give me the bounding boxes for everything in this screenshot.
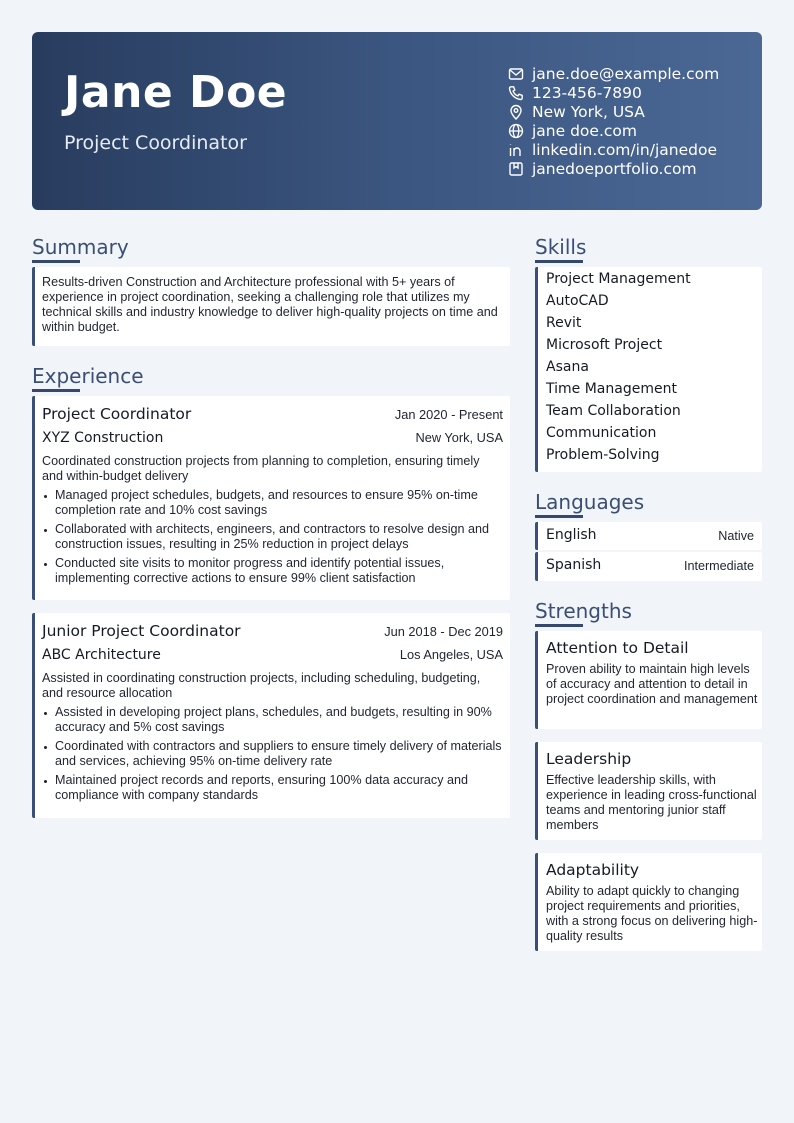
portfolio-icon [508,161,524,177]
strength-card [535,631,762,729]
contact-portfolio[interactable] [508,159,719,178]
language-level: Intermediate [683,559,754,573]
contact-linkedin-text: linkedin.com/in/janedoe [532,140,717,159]
job-bullet: Managed project schedules, budgets, and resources to ensure 95% on-time completion rate and 10% cost savings [42,488,503,518]
job-bullets [42,488,503,586]
phone-icon [508,85,524,101]
language-level: Native [718,529,754,543]
skills-heading-rule [535,260,583,263]
experience-heading: Experience [32,364,144,388]
skill-item: Revit [546,315,582,331]
summary-heading: Summary [32,235,129,259]
summary-text: Results-driven Construction and Architecture professional with 5+ years of experience in project coordination, seeking a challenging role that utilizes my technical skills and industry knowledge to deliver high-quality projects on time and within budget. [42,275,498,334]
strength-title: Adaptability [546,861,640,879]
language-name: Spanish [546,557,602,573]
mail-icon [508,66,524,82]
contact-location [508,102,719,121]
skill-item: AutoCAD [546,293,609,309]
contact-website[interactable] [508,121,719,140]
job-bullets [42,705,503,803]
contact-list [508,64,719,178]
contact-email[interactable] [508,64,719,83]
skill-item: Asana [546,359,589,375]
experience-heading-rule [32,389,80,392]
language-row [535,522,762,550]
job-location: Los Angeles, USA [399,647,503,662]
languages-heading-rule [535,515,583,518]
job-bullet: Coordinated with contractors and suppliers to ensure timely delivery of materials and services, achieving 95% on-time delivery rate [42,739,503,769]
skill-item: Problem-Solving [546,447,660,463]
job-bullet: Assisted in developing project plans, schedules, and budgets, resulting in 90% accuracy and 5% cost savings [42,705,503,735]
job-dates: Jun 2018 - Dec 2019 [384,624,503,639]
contact-website-text: jane doe.com [532,121,637,140]
contact-portfolio-text: janedoeportfolio.com [532,159,697,178]
summary-heading-rule [32,260,80,263]
strengths-heading-rule [535,624,583,627]
job-subheader [42,430,503,446]
job-card [32,396,510,600]
strength-text: Proven ability to maintain high levels of accuracy and attention to detail in project coordination and management [546,662,758,706]
strength-title: Attention to Detail [546,639,689,657]
skill-item: Project Management [546,271,691,287]
candidate-name: Jane Doe [64,67,288,118]
strength-text: Ability to adapt quickly to changing project requirements and priorities, with a strong focus on delivering high-quality results [546,884,758,943]
language-name: English [546,527,597,543]
strength-title: Leadership [546,750,632,768]
job-header [42,622,503,640]
job-title: Project Coordinator [42,405,192,423]
skills-heading: Skills [535,235,587,259]
job-dates: Jan 2020 - Present [394,407,503,422]
globe-icon [508,123,524,139]
skill-item: Time Management [546,381,677,397]
job-bullet: Conducted site visits to monitor progress and identify potential issues, implementing corrective actions to ensure 99% client satisfaction [42,556,503,586]
contact-location-text: New York, USA [532,102,645,121]
strength-card [535,742,762,840]
summary-card [32,267,510,346]
linkedin-icon [508,142,524,158]
contact-linkedin[interactable] [508,140,719,159]
job-header [42,405,503,423]
skill-item: Microsoft Project [546,337,663,353]
location-pin-icon [508,104,524,120]
skill-item: Communication [546,425,657,441]
contact-email-text: jane.doe@example.com [532,64,720,83]
contact-phone[interactable] [508,83,719,102]
job-location: New York, USA [415,430,503,445]
job-description: Coordinated construction projects from planning to completion, ensuring timely and within-budget delivery [42,454,480,483]
job-bullet: Collaborated with architects, engineers, and contractors to resolve design and construction issues, resulting in 25% reduction in project delays [42,522,503,552]
strength-text: Effective leadership skills, with experience in leading cross-functional teams and mentoring junior staff members [546,773,757,832]
job-card [32,613,510,818]
resume-header [32,32,762,210]
job-company: XYZ Construction [42,430,164,446]
job-subheader [42,647,503,663]
contact-phone-text: 123-456-7890 [532,83,642,102]
job-description: Assisted in coordinating construction projects, including scheduling, budgeting, and resource allocation [42,671,481,700]
job-title: Junior Project Coordinator [42,622,241,640]
job-company: ABC Architecture [42,647,161,663]
skills-card [535,267,762,472]
skill-item: Team Collaboration [546,403,681,419]
strength-card [535,853,762,951]
language-row [535,552,762,581]
strengths-heading: Strengths [535,599,632,623]
languages-heading: Languages [535,490,645,514]
job-bullet: Maintained project records and reports, ensuring 100% data accuracy and compliance with company standards [42,773,503,803]
candidate-role: Project Coordinator [64,132,247,154]
